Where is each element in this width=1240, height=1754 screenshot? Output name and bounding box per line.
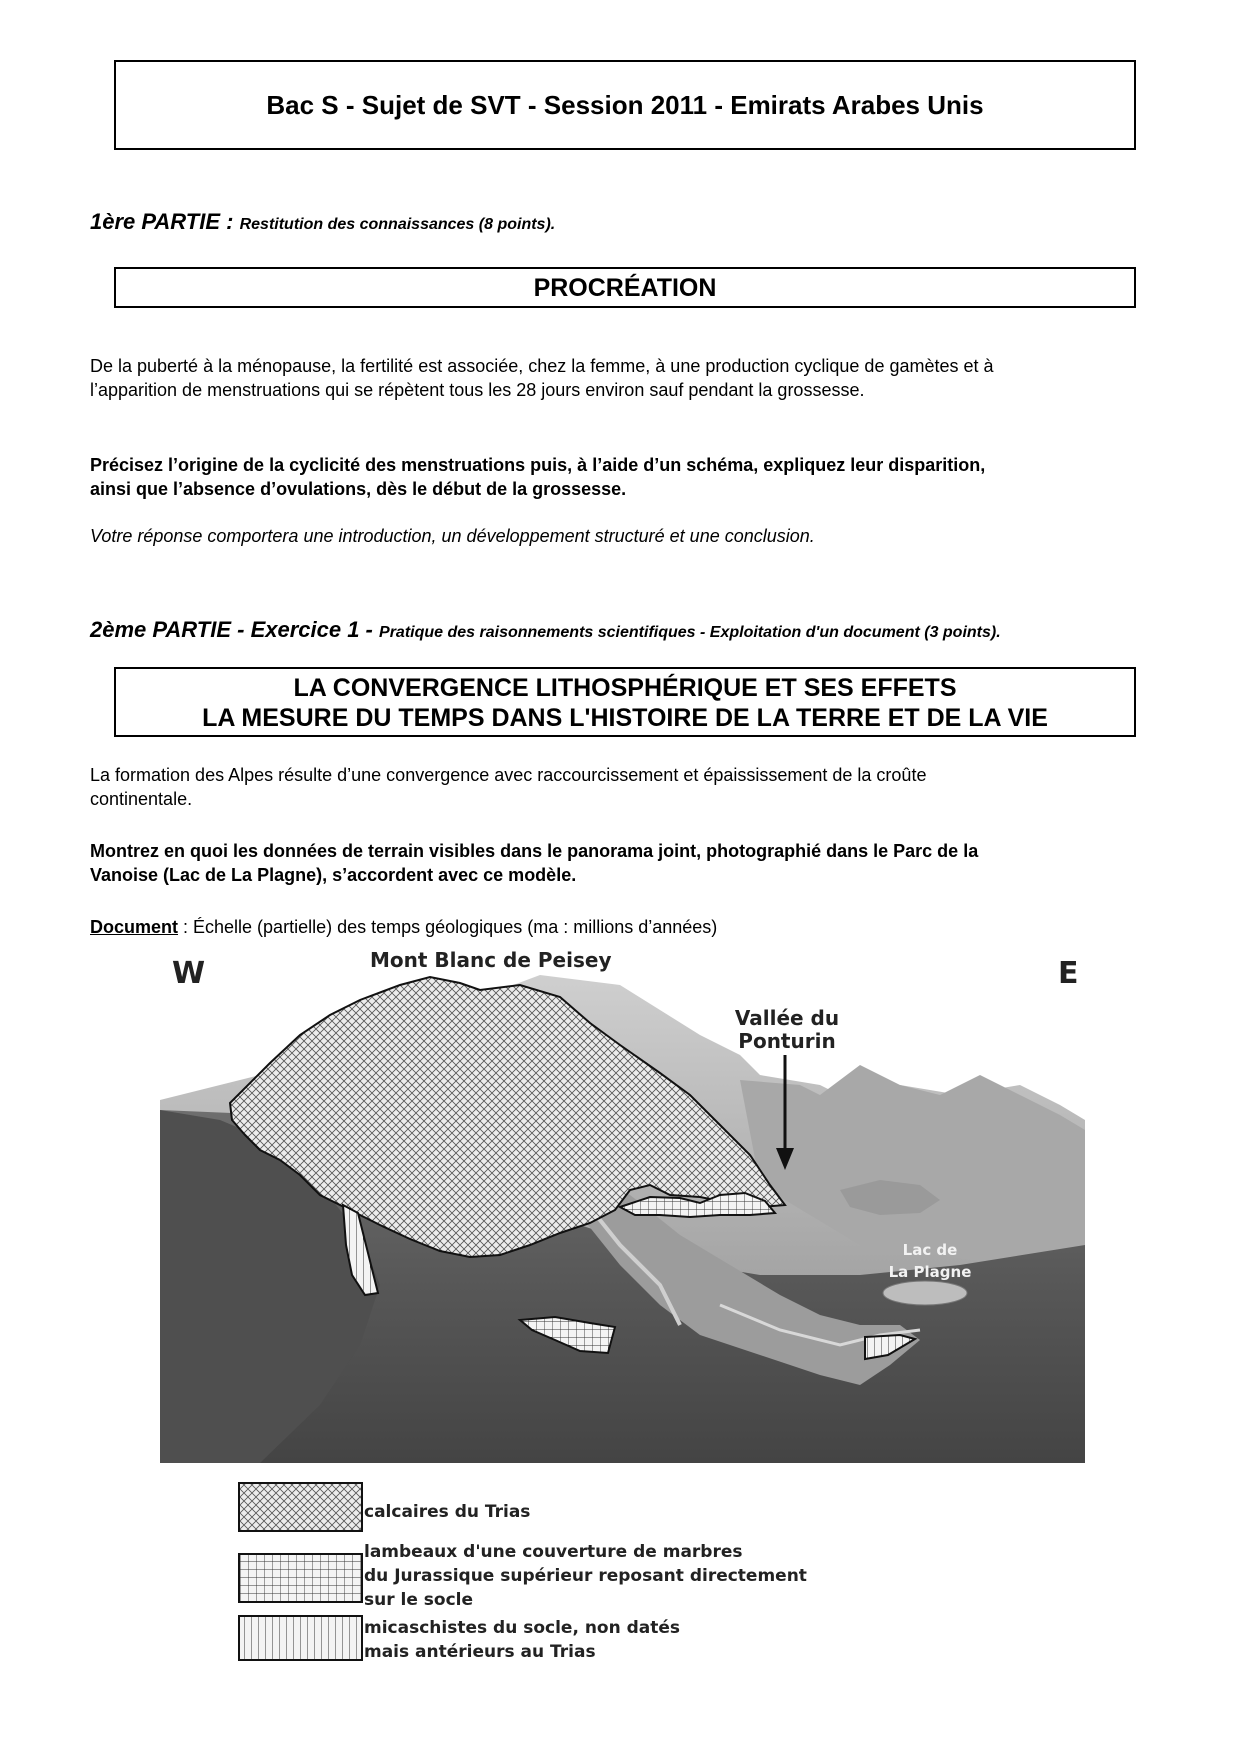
valley-label-line: Ponturin [738, 1029, 836, 1053]
valley-label-line: Vallée du [734, 1006, 840, 1030]
west-label: W [172, 956, 206, 991]
legend-swatch-socle [239, 1616, 362, 1660]
part1-question [90, 453, 1160, 501]
legend-swatch-trias [239, 1483, 362, 1531]
part2-question [90, 839, 1160, 887]
legend-item-socle [364, 1616, 680, 1664]
convergence-title-line: LA MESURE DU TEMPS DANS L'HISTOIRE DE LA TERRE ET DE LA VIE [202, 704, 1048, 732]
legend-swatch-jurassic [239, 1554, 362, 1602]
procreation-title: PROCRÉATION [533, 274, 717, 302]
document-label: Document [90, 917, 179, 937]
part2-label: 2ème PARTIE - Exercice 1 - [90, 617, 373, 642]
legend-socle-line: micaschistes du socle, non datés [364, 1618, 681, 1638]
lake-label-line: La Plagne [888, 1263, 972, 1281]
legend-item-jurassic [364, 1540, 807, 1612]
page-title: Bac S - Sujet de SVT - Session 2011 - Emirats Arabes Unis [266, 89, 984, 120]
part2-question-line: Montrez en quoi les données de terrain visibles dans le panorama joint, photographié dans le Parc de la [90, 841, 979, 861]
convergence-box [114, 667, 1136, 737]
part1-sublabel: Restitution des connaissances (8 points). [239, 216, 556, 233]
part1-note: Votre réponse comportera une introduction, un développement structuré et une conclusion. [90, 526, 815, 546]
lake-label-line: Lac de [902, 1241, 958, 1259]
lake-la-plagne [883, 1281, 967, 1305]
part2-heading [90, 617, 1001, 643]
part2-intro-line: La formation des Alpes résulte d’une convergence avec raccourcissement et épaississement de la croûte [90, 765, 927, 785]
legend-jurassic-line: lambeaux d'une couverture de marbres [364, 1542, 743, 1562]
procreation-box [114, 267, 1136, 308]
part1-intro-line: l’apparition de menstruations qui se répètent tous les 28 jours environ sauf pendant la grossesse. [90, 380, 865, 400]
legend-jurassic-line: du Jurassique supérieur reposant directement [364, 1566, 807, 1586]
part2-sublabel: Pratique des raisonnements scientifiques - Exploitation d'un document (3 points). [379, 624, 1001, 641]
legend-item-trias: calcaires du Trias [364, 1502, 531, 1522]
part1-heading [90, 209, 555, 235]
convergence-title-line: LA CONVERGENCE LITHOSPHÉRIQUE ET SES EFFETS [293, 674, 957, 702]
document-caption [90, 917, 717, 938]
legend-socle-line: mais antérieurs au Trias [364, 1642, 596, 1662]
part1-label: 1ère PARTIE : [90, 209, 234, 234]
part1-question-line: ainsi que l’absence d’ovulations, dès le début de la grossesse. [90, 479, 627, 499]
part2-intro-line: continentale. [90, 789, 193, 809]
part1-question-line: Précisez l’origine de la cyclicité des menstruations puis, à l’aide d’un schéma, expliquez leur disparition, [90, 455, 986, 475]
part1-intro-line: De la puberté à la ménopause, la fertilité est associée, chez la femme, à une production cyclique de gamètes et à [90, 356, 994, 376]
summit-label: Mont Blanc de Peisey [370, 948, 612, 972]
part2-intro [90, 763, 1160, 811]
header-box [114, 60, 1136, 150]
document-caption-text: : Échelle (partielle) des temps géologiques (ma : millions d’années) [178, 917, 718, 937]
part1-intro [90, 354, 1160, 402]
legend-jurassic-line: sur le socle [364, 1590, 474, 1610]
part2-question-line: Vanoise (Lac de La Plagne), s’accordent avec ce modèle. [90, 865, 577, 885]
east-label: E [1058, 956, 1079, 991]
